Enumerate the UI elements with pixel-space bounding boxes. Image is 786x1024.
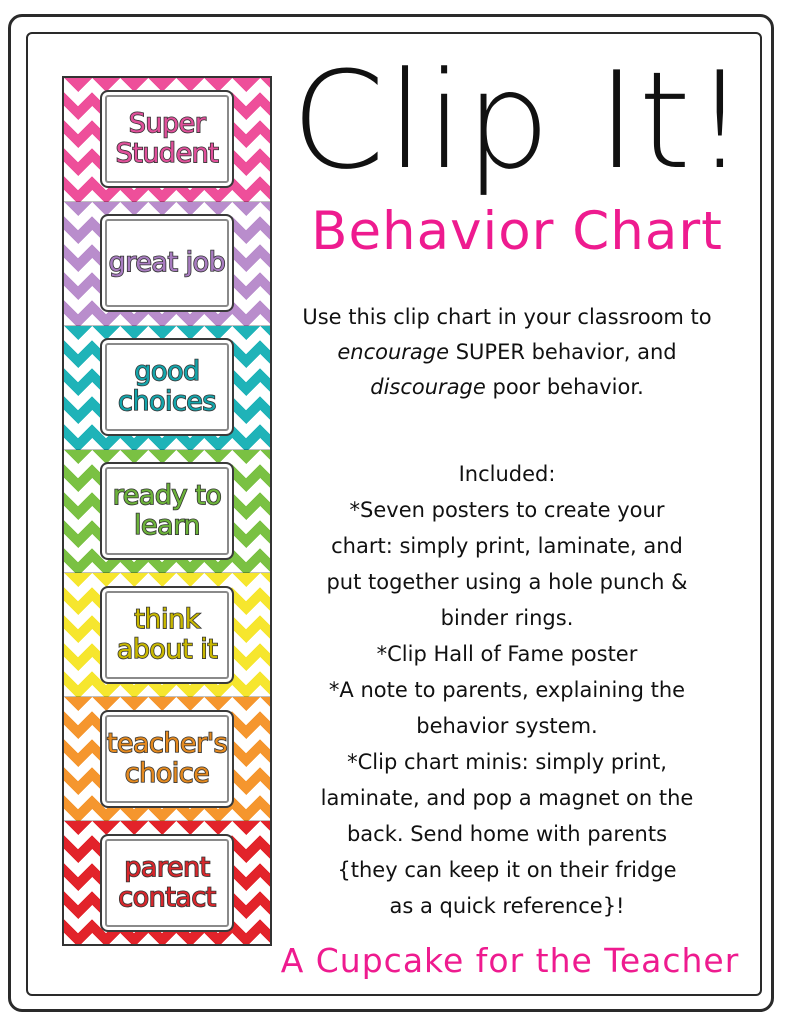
clip-chart-strip [62,76,272,946]
page-title: Clip It! [291,43,749,199]
included-line: binder rings. [440,606,574,630]
label-card [100,462,234,560]
panel-think-about-it [64,573,270,697]
panel-super-student [64,78,270,202]
panel-parent-contact [64,821,270,944]
included-line: *A note to parents, explaining the [328,678,686,702]
label-card [100,90,234,188]
panel-label: teacher's choice [106,727,228,789]
panel-teachers-choice [64,697,270,821]
description-text: poor behavior. [485,375,644,399]
panel-label: great job [108,247,226,279]
panel-label: Super Student [115,108,219,170]
author-credit: A Cupcake for the Teacher [280,941,740,980]
description-text: Use this clip chart in your classroom to [302,305,712,329]
included-line: behavior system. [416,714,598,738]
description-emphasis: discourage [370,375,486,399]
included-line: put together using a hole punch & [326,570,688,594]
included-line: as a quick reference}! [389,894,625,918]
label-card [100,214,234,312]
included-line: back. Send home with parents [346,822,668,846]
panel-good-choices [64,326,270,450]
included-line: chart: simply print, laminate, and [331,534,683,558]
included-heading: Included: [458,462,556,486]
included-line: *Clip Hall of Fame poster [376,642,638,666]
included-line: {they can keep it on their fridge [337,858,677,882]
panel-label: good choices [117,356,216,418]
label-card [100,586,234,684]
panel-great-job [64,202,270,326]
page-subtitle: Behavior Chart [311,201,723,262]
included-list [292,456,722,924]
label-card [100,338,234,436]
label-card [100,710,234,808]
included-line: *Seven posters to create your [349,498,665,522]
panel-label: ready to learn [112,480,222,541]
panel-label: think about it [116,603,218,665]
description-paragraph [292,300,722,405]
panel-label: parent contact [118,851,216,913]
panel-ready-to-learn [64,450,270,574]
description-text: SUPER behavior, and [449,340,677,364]
included-line: laminate, and pop a magnet on the [320,786,694,810]
description-emphasis: encourage [337,340,450,364]
label-card [100,834,234,932]
included-line: *Clip chart minis: simply print, [347,750,667,774]
